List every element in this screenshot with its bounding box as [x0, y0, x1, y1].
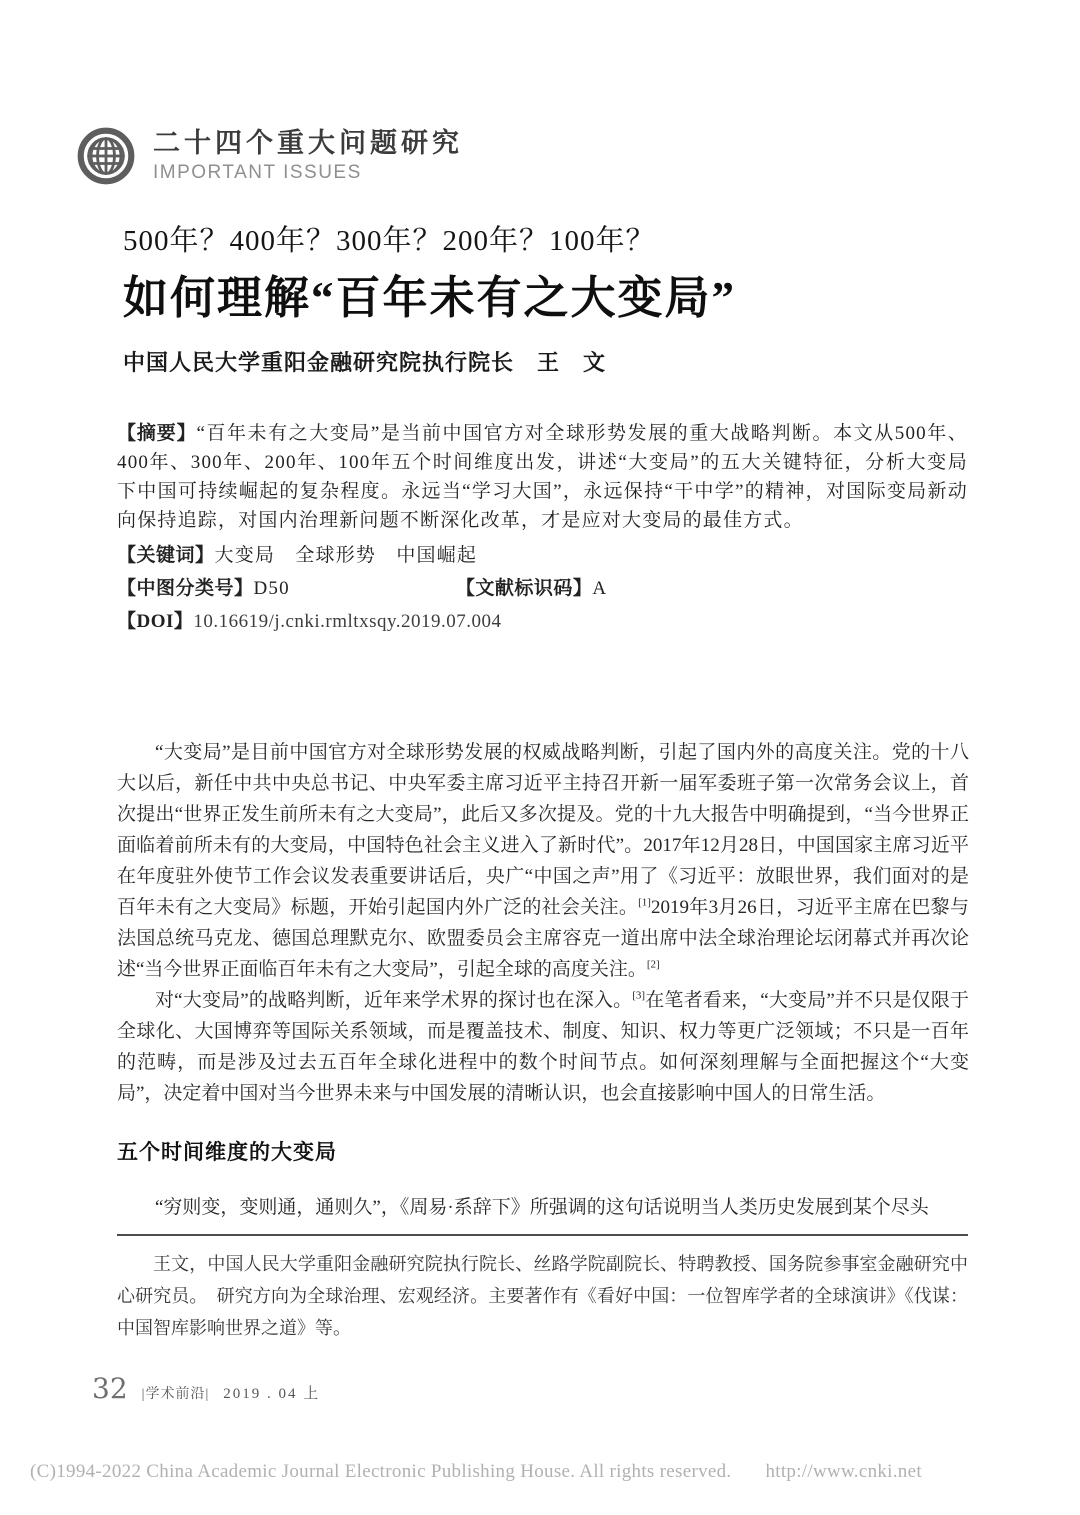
copyright-text: (C)1994-2022 China Academic Journal Electronic Publishing House. All rights reserved.	[30, 1461, 732, 1482]
article-subtitle: 500年？400年？300年？200年？100年？	[123, 225, 656, 257]
clc-value: D50	[253, 578, 290, 599]
footnote-block	[117, 1234, 968, 1344]
body-paragraph: “穷则变，变则通，通则久”，《周易·系辞下》所强调的这句话说明当人类历史发展到某个尽头	[155, 1197, 929, 1218]
journal-name: |学术前沿|	[141, 1387, 210, 1402]
clc-label: 【中图分类号】	[117, 578, 254, 599]
doi-line	[117, 610, 968, 634]
column-title-en: IMPORTANT ISSUES	[153, 161, 362, 183]
column-title-cn: 二十四个重大问题研究	[153, 127, 463, 159]
body-content	[117, 737, 969, 1223]
doi-label: 【DOI】	[117, 611, 194, 632]
body-paragraph: 对“大变局”的战略判断，近年来学术界的探讨也在深入。[3]在笔者看来，“大变局”并不只是仅限于全球化、大国博弈等国际关系领域，而是覆盖技术、制度、知识、权力等更广泛领域；不只是一百年的范畴，而是涉及过去五百年全球化进程中的数个时间节点。如何深刻理解与全面把握这个“大变局”，决定着中国对当今世界未来与中国发展的清晰认识，也会直接影响中国人的日常生活。	[117, 989, 969, 1104]
doc-code-value: A	[592, 578, 608, 599]
footnote-ref: [2]	[646, 958, 660, 971]
section-heading: 五个时间维度的大变局	[117, 1140, 337, 1164]
brand-text	[153, 129, 463, 184]
doc-code-label: 【文献标识码】	[455, 578, 593, 599]
article-author: 中国人民大学重阳金融研究院执行院长 王 文	[123, 350, 607, 375]
copyright-bar	[30, 1461, 1060, 1483]
issue-date: 2019 . 04 上	[223, 1386, 321, 1402]
classification-line	[117, 577, 968, 601]
copyright-url: http://www.cnki.net	[765, 1461, 922, 1482]
journal-brand	[76, 126, 463, 186]
footnote-ref: [3]	[632, 989, 646, 1002]
doi-value: 10.16619/j.cnki.rmltxsqy.2019.07.004	[193, 611, 502, 632]
page-footer	[92, 1372, 320, 1405]
footnote-ref: [1]	[638, 896, 651, 909]
body-paragraph: “大变局”是目前中国官方对全球形势发展的权威战略判断，引起了国内外的高度关注。党的十八大以后，新任中共中央总书记、中央军委主席习近平主持召开新一届军委班子第一次常务会议上，首次提出“世界正发生前所未有之大变局”，此后又多次提及。党的十九大报告中明确提到，“当今世界正面临着前所未有的大变局，中国特色社会主义进入了新时代”。2017年12月28日，中国国家主席习近平在年度驻外使节工作会议发表重要讲话后，央广“中国之声”用了《习近平：放眼世界，我们面对的是百年未有之大变局》标题，开始引起国内外广泛的社会关注。[1]2019年3月26日，习近平主席在巴黎与法国总统马克龙、德国总理默克尔、欧盟委员会主席容克一道出席中法全球治理论坛闭幕式并再次论述“当今世界正面临百年未有之大变局”，引起全球的高度关注。[2]	[117, 742, 969, 980]
article-title: 如何理解“百年未有之大变局”	[123, 273, 737, 323]
meta-block	[117, 419, 968, 634]
doc-code	[456, 578, 607, 599]
page-number: 32	[92, 1372, 128, 1405]
title-block	[123, 224, 983, 377]
abstract	[117, 419, 968, 535]
globe-icon	[76, 126, 136, 186]
abstract-label: 【摘要】	[117, 423, 197, 444]
footnote-text: 王文，中国人民大学重阳金融研究院执行院长、丝路学院副院长、特聘教授、国务院参事室金融研究中心研究员。 研究方向为全球治理、宏观经济。主要著作有《看好中国：一位智库学者的全球演讲》《伐谋：中国智库影响世界之道》等。	[117, 1254, 968, 1338]
keywords-label: 【关键词】	[117, 545, 215, 566]
keywords-text: 大变局 全球形势 中国崛起	[214, 545, 478, 566]
abstract-text: “百年未有之大变局”是当前中国官方对全球形势发展的重大战略判断。本文从500年、400年、300年、200年、100年五个时间维度出发，讲述“大变局”的五大关键特征，分析大变局下中国可持续崛起的复杂程度。永远当“学习大国”，永远保持“干中学”的精神，对国际变局新动向保持追踪，对国内治理新问题不断深化改革，才是应对大变局的最佳方式。	[117, 423, 968, 531]
keywords-line	[117, 544, 968, 568]
